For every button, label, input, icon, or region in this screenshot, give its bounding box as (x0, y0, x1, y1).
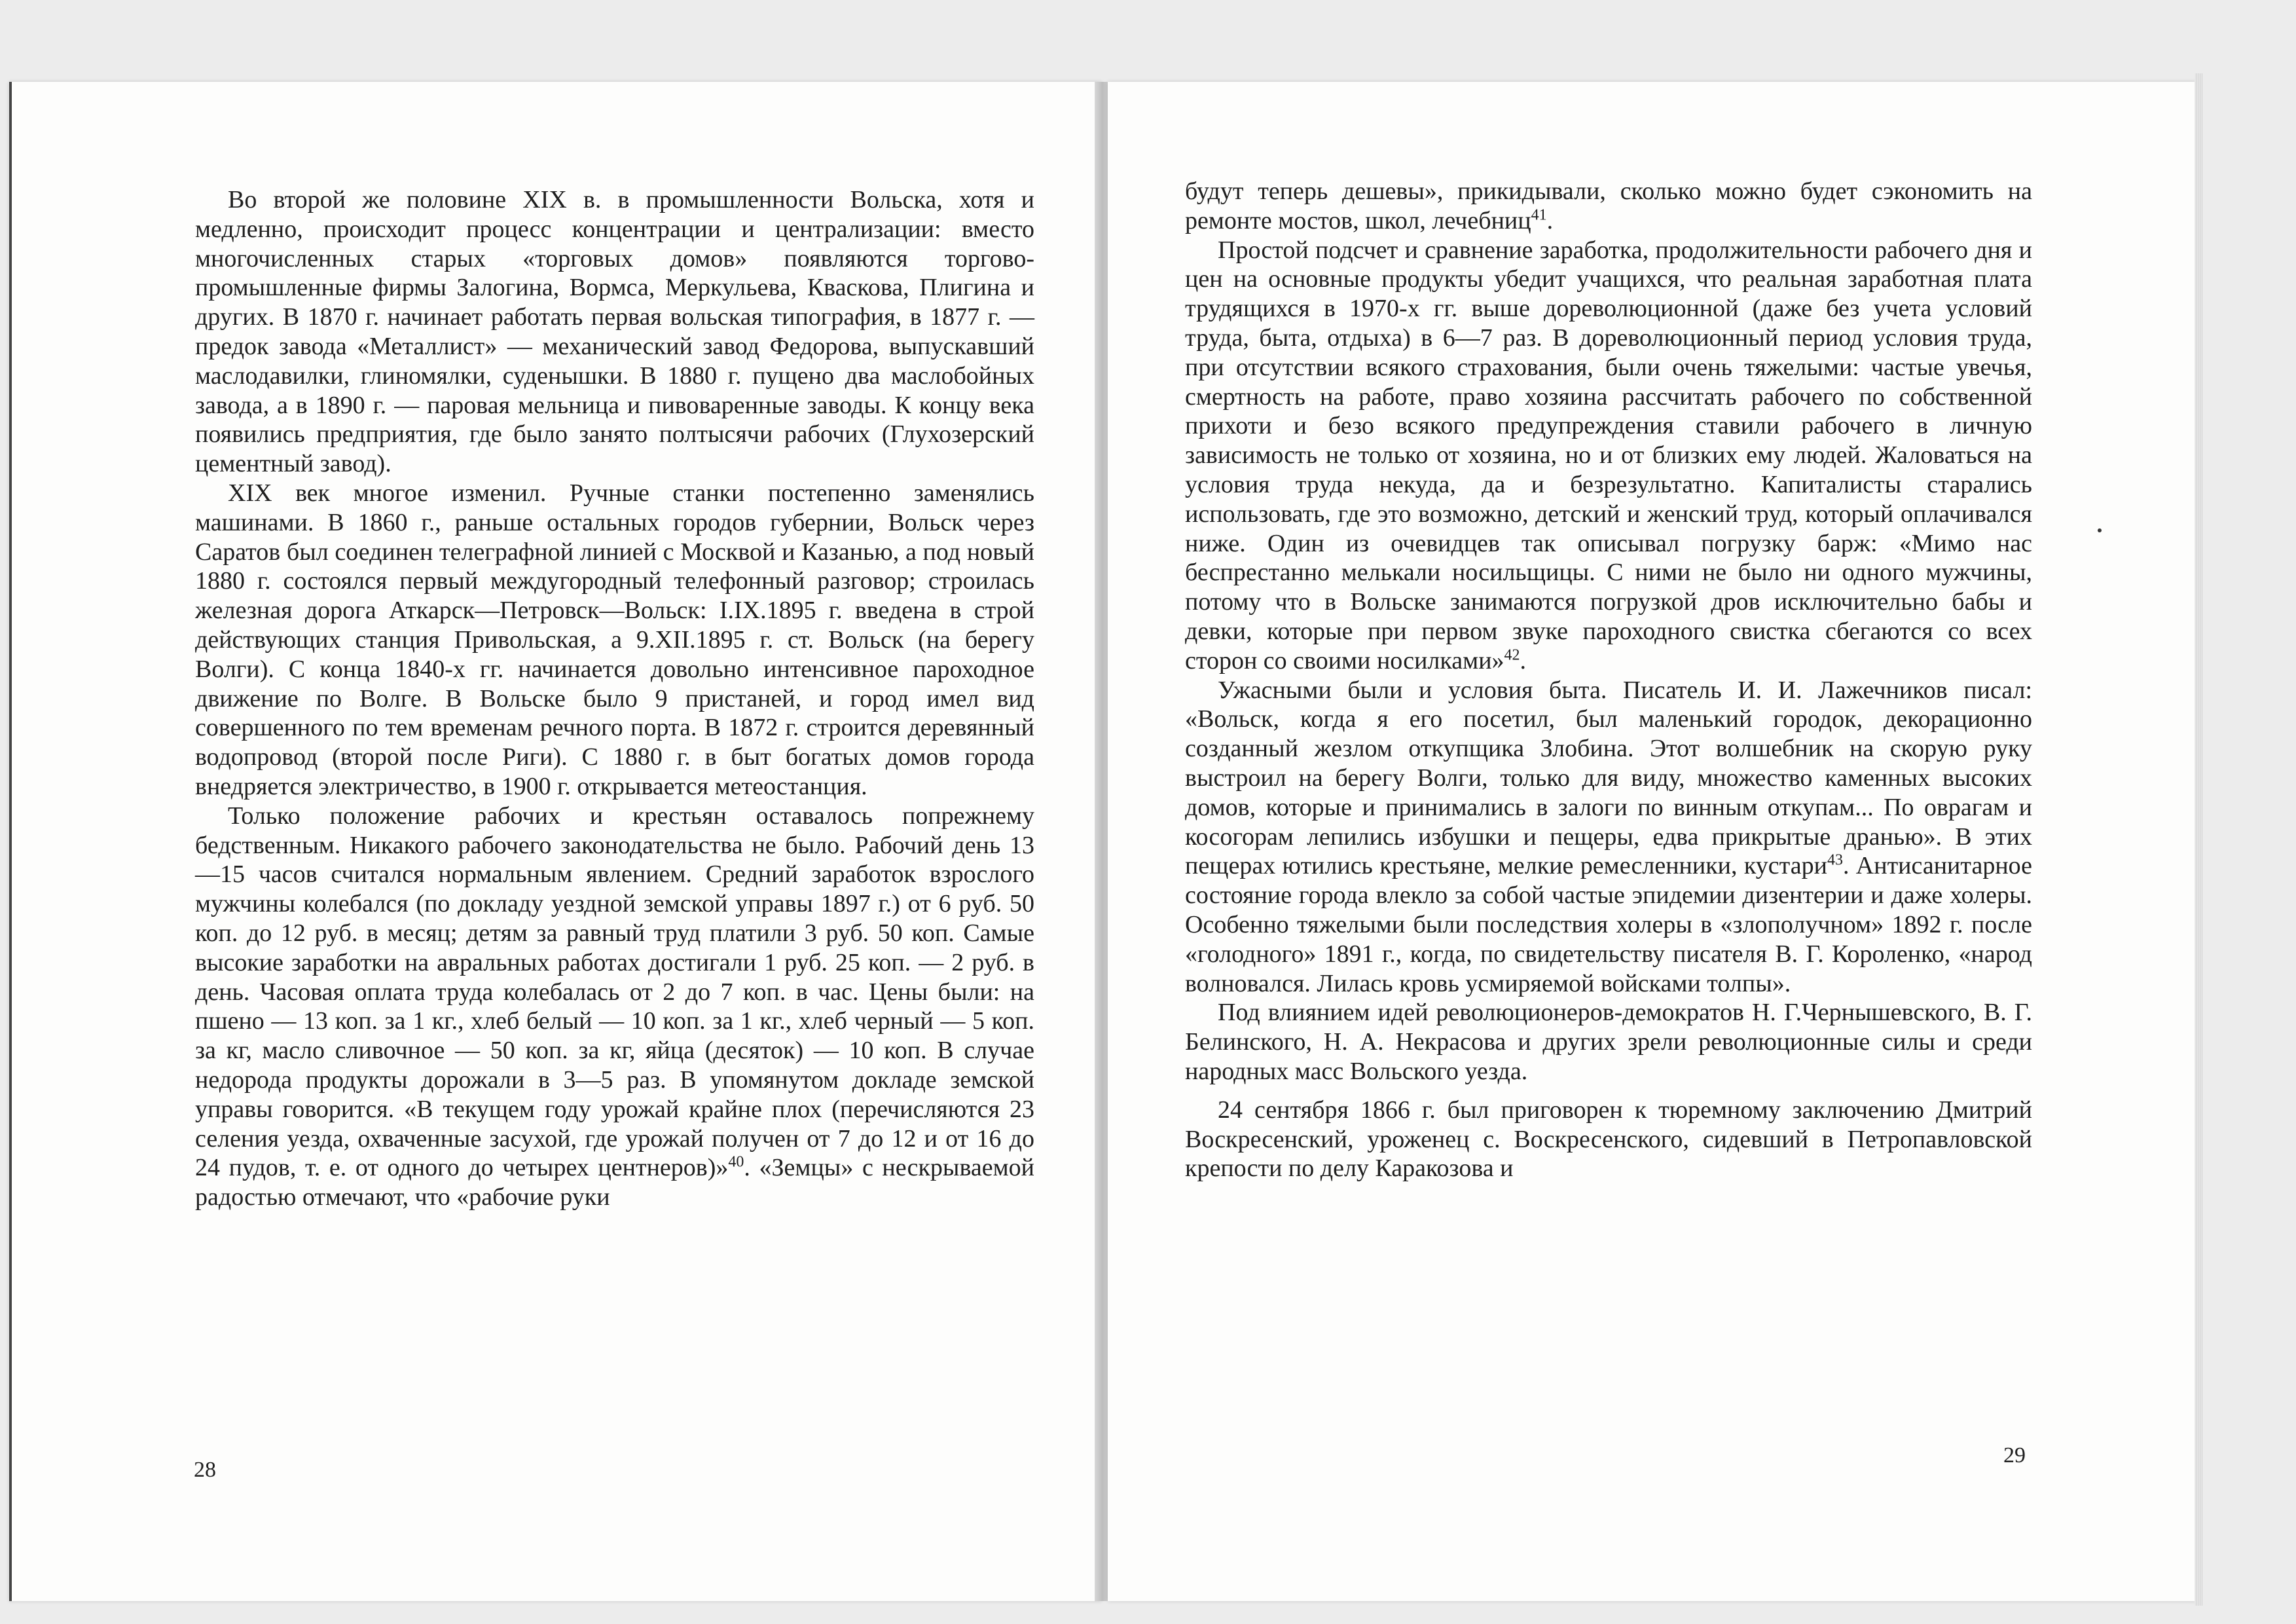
paragraph-text: будут теперь дешевы», прикидывали, сколько можно будет сэкономить на ремонте мостов, школ, лечебниц (1185, 177, 2032, 234)
paragraph (195, 802, 1034, 1212)
footnote-ref: 42 (1504, 646, 1520, 664)
paragraph: XIX век многое изменил. Ручные станки постепенно заменялись машинами. В 1860 г., раньше остальных городов губернии, Вольск через Саратов был соединен телеграфной линией с Москвой и Казанью, а под новый 1880 г. состоялся первый междугородный телефонный разговор; строилась железная дорога Аткарск—Петровск—Вольск: I.IX.1895 г. введена в строй действующих станция Привольская, а 9.XII.1895 г. ст. Вольск (на берегу Волги). С конца 1840-х гг. начинается довольно интенсивное пароходное движение по Волге. В Вольске было 9 пристаней, и город имел вид совершенного по тем временам речного порта. В 1872 г. строится деревянный водопровод (второй после Риги). С 1880 г. в быт богатых домов города внедряется электричество, в 1900 г. открывается метеостанция. (195, 479, 1034, 800)
paragraph-text: Ужасными были и условия быта. Писатель И. И. Лажечников писал: «Вольск, когда я его посетил, был маленький городок, декорационно созданный жезлом откупщика Злобина. Этот волшебник на скорую руку выстроил на берегу Волги, только для виду, множество каменных высоких домов, которые и принимались в залоги по винным откупам... По оврагам и косогорам лепились избушки и пещеры, едва прикрытые дранью». В этих пещерах ютились крестьяне, мелкие ремесленники, кустари (1185, 676, 2032, 880)
footnote-ref: 40 (728, 1153, 744, 1171)
paragraph-text: Простой подсчет и сравнение заработка, продолжительности рабочего дня и цен на основные продукты убедит учащихся, что реальная заработная плата трудящихся в 1970-х гг. выше дореволюционной (даже без учета условий труда, быта, отдыха) в 6—7 раз. В дореволюционный период условия труда, при отсутствии всякого страхования, были очень тяжелыми: частые увечья, смертность на работе, право хозяина рассчитать рабочего по собственной прихоти и безо всякого предупреждения ставили рабочего в личную зависимость не только от хозяина, но и от близких ему людей. Жаловаться на условия труда некуда, да и безрезультатно. Капиталисты старались использовать, где это возможно, детский и женский труд, который оплачивался ниже. Один из очевидцев так описывал погрузку барж: «Мимо нас беспрестанно мелькали носильщицы. С ними не было ни одного мужчины, потому что в Вольске занимаются погрузкой дров исключительно бабы и девки, которые при первом звуке пароходного свистка сбегаются со всех сторон со своими носилками» (1185, 236, 2032, 674)
paragraph: Во второй же половине XIX в. в промышленности Вольска, хотя и медленно, происходит процесс концентрации и централизации: вместо многочисленных старых «торговых домов» появляются торгово-промышленные фирмы Залогина, Вормса, Меркульева, Кваскова, Плигина и других. В 1870 г. начинает работать первая вольская типография, в 1877 г. — предок завода «Металлист» — механический завод Федорова, выпускавший маслодавилки, глиномялки, суденышки. В 1880 г. пущено два маслобойных завода, а в 1890 г. — паровая мельница и пивоваренные заводы. К концу века появились предприятия, где было занято полтысячи рабочих (Глухозерский цементный завод). (195, 186, 1034, 478)
paragraph: 24 сентября 1866 г. был приговорен к тюремному заключению Дмитрий Воскресенский, уроженец с. Воскресенского, сидевший в Петропавловской крепости по делу Каракозова и (1185, 1096, 2032, 1183)
paragraph-text: Только положение рабочих и крестьян оставалось попрежнему бедственным. Никакого рабочего законодательства не было. Рабочий день 13—15 часов считался нормальным явлением. Средний заработок взрослого мужчины колебался (по докладу уездной земской управы 1897 г.) от 6 руб. 50 коп. до 12 руб. в месяц; детям за равный труд платили 3 руб. 50 коп. Самые высокие заработки на авральных работах достигали 1 руб. 25 коп. — 2 руб. в день. Часовая оплата труда колебалась от 2 до 7 коп. в час. Цены были: на пшено — 13 коп. за 1 кг., хлеб белый — 10 коп. за 1 кг., хлеб черный — 5 коп. за кг, масло сливочное — 50 коп. за кг, яйца (десяток) — 10 коп. В случае недорода продукты дорожали в 3—5 раз. В упомянутом докладе земской управы говорится. «В текущем году урожай крайне плох (перечисляются 23 селения уезда, охваченные засухой, где урожай получен от 7 до 12 и от 16 до 24 пудов, т. е. от одного до четырех центнеров)» (195, 802, 1034, 1182)
paragraph (1185, 177, 2032, 236)
footnote-ref: 43 (1827, 851, 1843, 869)
paragraph-text-cont: . Антисанитарное состояние города влекло за собой частые эпидемии дизентерии и даже холеры. Особенно тяжелыми были последствия холеры в «злополучном» 1892 г. после «голодного» 1891 г., когда, по свидетельству писателя В. Г. Короленко, «народ волновался. Лилась кровь усмиряемой войсками толпы». (1185, 852, 2032, 997)
paragraph-text-cont: . (1546, 206, 1554, 234)
paragraph (1185, 236, 2032, 676)
paragraph-text-cont: . «Земцы» с нескрываемой радостью отмечают, что «рабочие руки (195, 1154, 1035, 1211)
page-number-left: 28 (194, 1458, 216, 1482)
paragraph: Под влиянием идей революционеров-демократов Н. Г.Чернышевского, В. Г. Белинского, Н. А. Некрасова и других зрели революционные силы и среди народных масс Вольского уезда. (1185, 999, 2032, 1085)
footnote-ref: 41 (1531, 206, 1547, 224)
paragraph-text-cont: . (1520, 646, 1527, 674)
right-page-text (1185, 177, 2032, 1183)
left-page-text (195, 185, 1034, 1212)
print-speck (2098, 528, 2102, 532)
page-number-right: 29 (2003, 1443, 2026, 1467)
paragraph (1185, 676, 2032, 999)
page-edges (2195, 73, 2202, 1606)
